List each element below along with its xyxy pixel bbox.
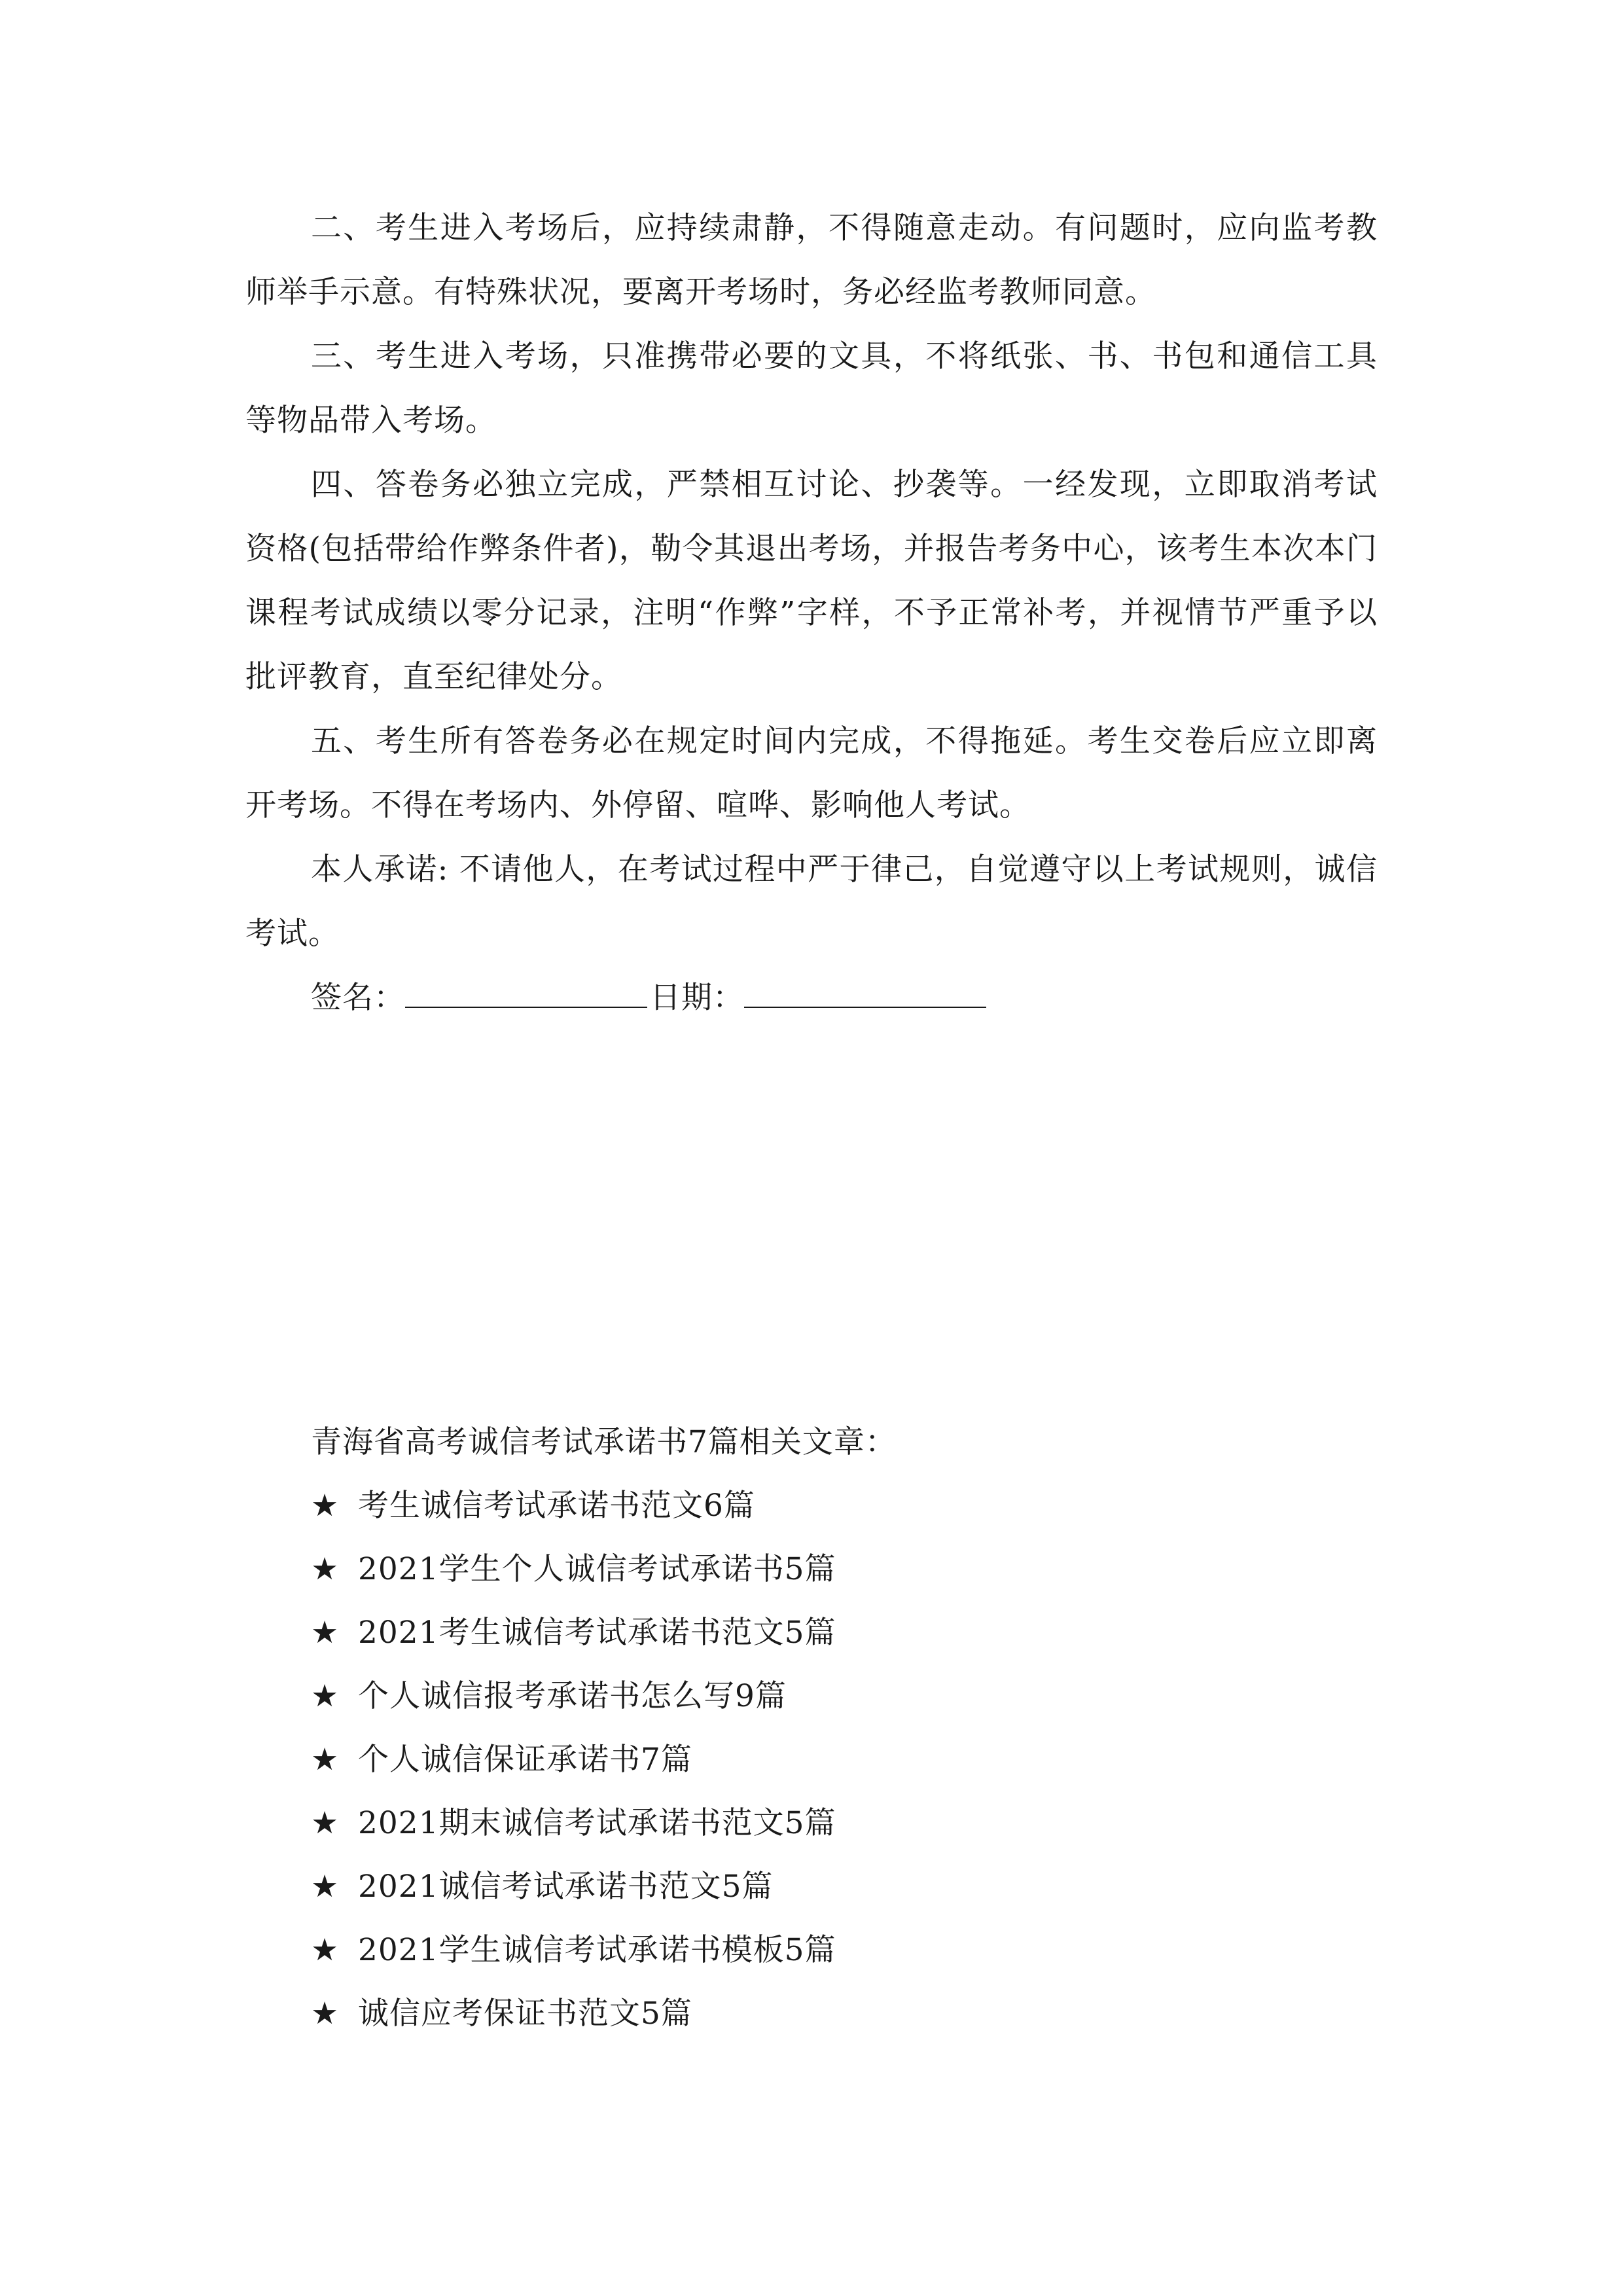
signature-line — [245, 966, 1378, 1030]
related-articles-heading: 青海省高考诚信考试承诺书7篇相关文章： — [311, 1424, 897, 1460]
pledge-paragraph: 本人承诺: 不请他人，在考试过程中严于律己，自觉遵守以上考试规则，诚信考试。 — [245, 852, 1378, 952]
related-article-title: 个人诚信报考承诺书怎么写9篇 — [358, 1678, 787, 1714]
related-articles — [311, 1410, 1293, 2045]
related-article-title: 2021考生诚信考试承诺书范文5篇 — [358, 1615, 836, 1651]
related-articles-list — [311, 1474, 1293, 2045]
signature-date-label: 日期： — [650, 980, 744, 1016]
star-icon: ★ — [311, 1742, 340, 1778]
star-icon: ★ — [311, 1615, 340, 1651]
related-article-link[interactable] — [311, 1918, 1293, 1982]
related-article-title: 2021期末诚信考试承诺书范文5篇 — [358, 1805, 836, 1841]
related-article-title: 2021诚信考试承诺书范文5篇 — [358, 1869, 774, 1905]
related-article-link[interactable] — [311, 1537, 1293, 1601]
related-article-title: 个人诚信保证承诺书7篇 — [358, 1742, 692, 1778]
related-article-title: 诚信应考保证书范文5篇 — [358, 1996, 692, 2032]
rule-paragraph-2: 二、考生进入考场后，应持续肃静，不得随意走动。有问题时，应向监考教师举手示意。有特殊状况，要离开考场时，务必经监考教师同意。 — [245, 210, 1378, 310]
related-article-title: 2021学生诚信考试承诺书模板5篇 — [358, 1932, 836, 1968]
signature-date-blank — [744, 970, 986, 1008]
star-icon: ★ — [311, 1805, 340, 1841]
related-article-title: 考生诚信考试承诺书范文6篇 — [358, 1488, 755, 1524]
rule-paragraph-5: 五、考生所有答卷务必在规定时间内完成，不得拖延。考生交卷后应立即离开考场。不得在考场内、外停留、喧哗、影响他人考试。 — [245, 723, 1378, 823]
star-icon: ★ — [311, 1488, 340, 1524]
star-icon: ★ — [311, 1678, 340, 1714]
star-icon: ★ — [311, 1869, 340, 1905]
star-icon: ★ — [311, 1551, 340, 1587]
related-article-link[interactable] — [311, 1601, 1293, 1664]
star-icon: ★ — [311, 1996, 340, 2032]
related-article-link[interactable] — [311, 1474, 1293, 1537]
signature-name-blank — [405, 970, 647, 1008]
related-article-link[interactable] — [311, 1728, 1293, 1791]
related-article-link[interactable] — [311, 1791, 1293, 1855]
rule-paragraph-3: 三、考生进入考场，只准携带必要的文具，不将纸张、书、书包和通信工具等物品带入考场。 — [245, 338, 1378, 439]
signature-name-label: 签名： — [311, 980, 405, 1016]
star-icon: ★ — [311, 1932, 340, 1968]
related-article-link[interactable] — [311, 1855, 1293, 1918]
related-article-link[interactable] — [311, 1982, 1293, 2045]
rule-paragraph-4: 四、答卷务必独立完成，严禁相互讨论、抄袭等。一经发现，立即取消考试资格(包括带给作弊条件者)，勒令其退出考场，并报告考务中心，该考生本次本门课程考试成绩以零分记录，注明“作弊”字样，不予正常补考，并视情节严重予以批评教育，直至纪律处分。 — [245, 467, 1378, 695]
related-article-title: 2021学生个人诚信考试承诺书5篇 — [358, 1551, 836, 1587]
exam-rules — [245, 196, 1378, 1030]
related-article-link[interactable] — [311, 1664, 1293, 1728]
